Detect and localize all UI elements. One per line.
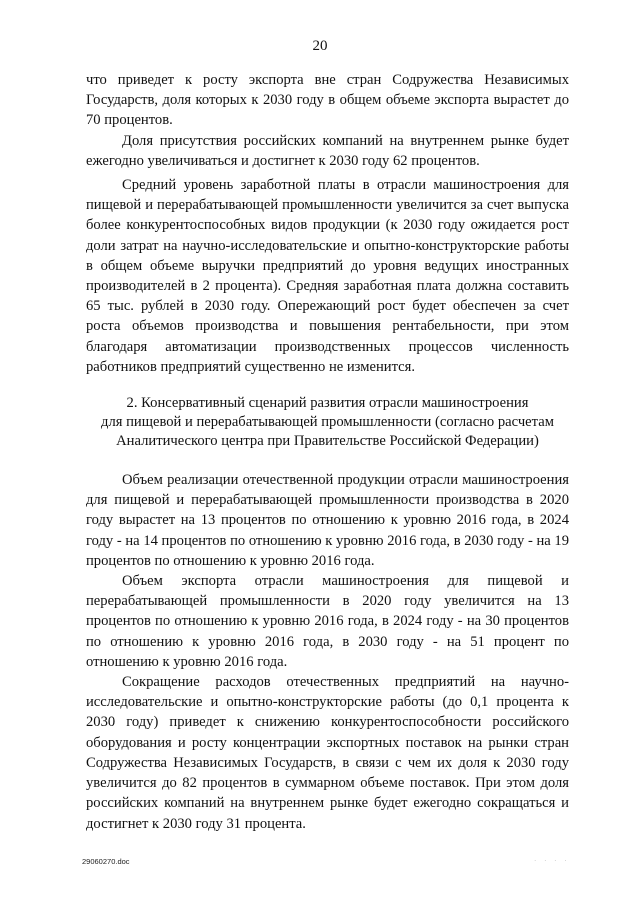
paragraph-sales-volume: Объем реализации отечественной продукции отрасли машиностроения для пищевой и перерабатывающей промышленности производства в 2020 году вырастет на 13 процентов по отношению к уровню 2016 года, в 2024 году - на 14 процентов по отношению к уровню 2016 года, в 2030 году - на 19 процентов по отношению к уровню 2016 года.: [86, 472, 570, 569]
paragraph-continuation: что приведет к росту экспорта вне стран Содружества Независимых Государств, доля которых к 2030 году в общем объеме экспорта вырастет до 70 процентов.: [86, 72, 569, 129]
paragraph-export-volume: Объем экспорта отрасли машиностроения для пищевой и перерабатывающей промышленности в 2020 году увеличится на 13 процентов по отношению к уровню 2016 года, в 2024 году - на 30 процентов по отношению к уровню 2016 года, в 2030 году - на 51 процент по отношению к уровню 2016 года.: [86, 573, 569, 670]
section-heading: [86, 394, 569, 451]
document-body: [86, 70, 569, 834]
paragraph-rnd-reduction: Сокращение расходов отечественных предприятий на научно-исследовательские и опытно-конструкторские работы (до 0,1 процента к 2030 году) приведет к снижению конкурентоспособности российского оборудования и росту концентрации экспортных поставок на рынки стран Содружества Независимых Государств, в связи с чем их доля к 2030 году увеличится до 82 процентов в суммарном объеме поставок. При этом доля российских компаний на внутреннем рынке будет ежегодно сокращаться и достигнет к 2030 году 31 процента.: [86, 674, 569, 832]
heading-line: 2. Консервативный сценарий развития отрасли машиностроения: [126, 395, 529, 412]
scan-marks: · · · ·: [534, 857, 570, 865]
page-number: 20: [312, 38, 328, 54]
paragraph-salary: Средний уровень заработной платы в отрасли машиностроения для пищевой и перерабатывающей промышленности увеличится за счет выпуска более конкурентоспособных видов продукции (к 2030 году ожидается рост доли затрат на научно-исследовательские и опытно-конструкторские работы в общем объеме выручки предприятий до уровня ведущих иностранных производителей в 2 процента). Средняя заработная плата должна составить 65 тыс. рублей в 2030 году. Опережающий рост будет обеспечен за счет роста объемов производства и повышения рентабельности, при этом благодаря автоматизации производственных процессов численность работников предприятий существенно не изменится.: [86, 177, 569, 375]
document-filename: 29060270.doc: [82, 857, 130, 866]
heading-line: для пищевой и перерабатывающей промышленности (согласно расчетам: [101, 414, 554, 431]
heading-line: Аналитического центра при Правительстве Российской Федерации): [116, 433, 539, 450]
paragraph-domestic-share: Доля присутствия российских компаний на внутреннем рынке будет ежегодно увеличиваться и достигнет к 2030 году 62 процентов.: [86, 132, 569, 169]
